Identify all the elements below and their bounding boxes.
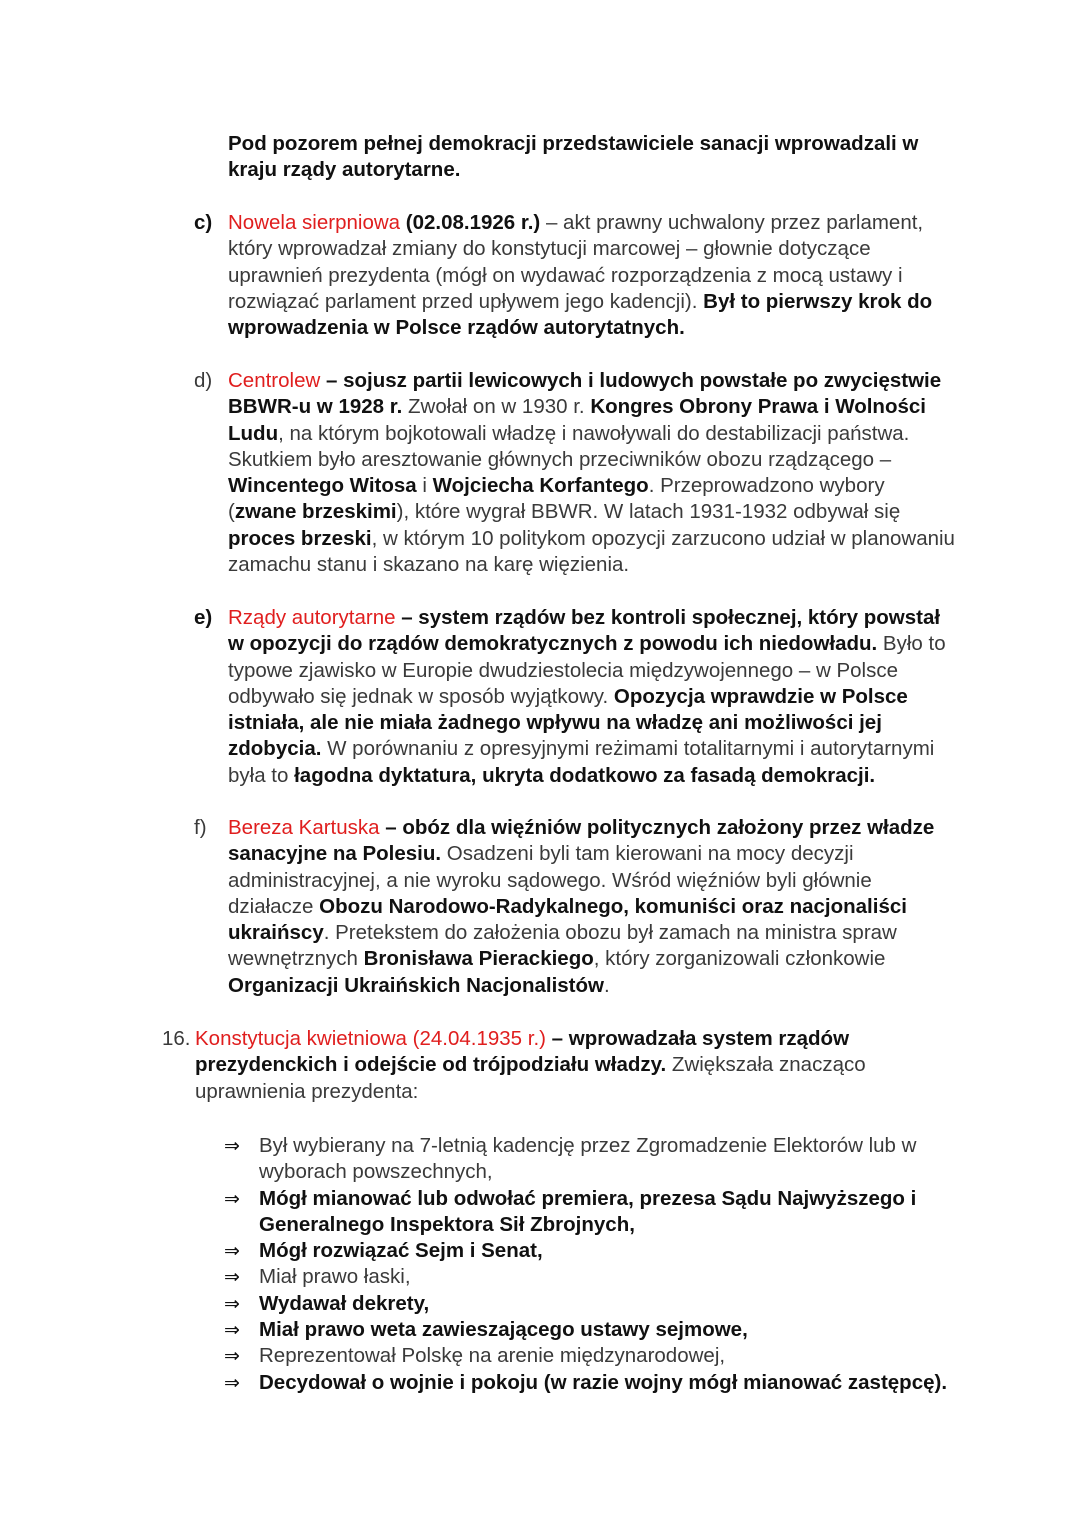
list-item-text: Mógł mianować lub odwołać premiera, prezesa Sądu Najwyższego i Generalnego Inspektora Sił Zbrojnych,	[259, 1186, 917, 1236]
list-item	[224, 1370, 984, 1396]
list-item-text: Mógł rozwiązać Sejm i Senat,	[259, 1239, 543, 1263]
arrow-icon: ⇒	[224, 1266, 240, 1289]
item-f-label: f)	[194, 816, 207, 839]
arrow-icon: ⇒	[224, 1319, 240, 1342]
arrow-icon: ⇒	[224, 1240, 240, 1263]
arrow-icon: ⇒	[224, 1187, 240, 1210]
list-item-text: Miał prawo łaski,	[259, 1265, 411, 1289]
arrow-icon: ⇒	[224, 1292, 240, 1315]
section-16-term: Konstytucja kwietniowa (24.04.1935 r.)	[195, 1027, 546, 1050]
list-item-text: Miał prawo weta zawieszającego ustawy sejmowe,	[259, 1318, 748, 1342]
item-f-term: Bereza Kartuska	[228, 816, 380, 839]
section-16-paragraph: Konstytucja kwietniowa (24.04.1935 r.) – wprowadzała system rządów prezydenckich i odejście od trójpodziału władzy. Zwiększała znacząco uprawnienia prezydenta:	[195, 1027, 866, 1103]
item-d-term: Centrolew	[228, 369, 321, 392]
item-c-label: c)	[194, 211, 213, 234]
list-item	[224, 1133, 984, 1186]
list-item	[224, 1343, 984, 1369]
president-powers-list	[224, 1133, 984, 1396]
item-c-date: (02.08.1926 r.)	[405, 211, 541, 234]
item-f-paragraph: Bereza Kartuska – obóz dla więźniów politycznych założony przez władze sanacyjne na Polesiu. Osadzeni byli tam kierowani na mocy decyzji administracyjnej, a nie wyroku sądowego. Wśród więźniów byli głównie działacze Obozu Narodowo-Radykalnego, komuniści oraz nacjonaliści ukraińscy. Pretekstem do założenia obozu był zamach na ministra spraw wewnętrznych Bronisława Pierackiego, który zorganizowali członkowie Organizacji Ukraińskich Nacjonalistów.	[228, 816, 935, 997]
intro-paragraph: Pod pozorem pełnej demokracji przedstawiciele sanacji wprowadzali w kraju rządy autorytarne.	[228, 132, 919, 182]
item-e-label: e)	[194, 606, 213, 629]
item-c-paragraph: Nowela sierpniowa (02.08.1926 r.) – akt prawny uchwalony przez parlament, który wprowadzał zmiany do konstytucji marcowej – głownie dotyczące uprawnień prezydenta (mógł on wydawać rozporządzenia z mocą ustawy i rozwiązać parlament przed upływem jego kadencji). Był to pierwszy krok do wprowadzenia w Polsce rządów autorytatnych.	[228, 211, 933, 340]
list-item	[224, 1317, 984, 1343]
item-e-paragraph: Rządy autorytarne – system rządów bez kontroli społecznej, który powstał w opozycji do rządów demokratycznych z powodu ich niedowładu. Było to typowe zjawisko w Europie dwudziestolecia międzywojennego – w Polsce odbywało się jednak w sposób wyjątkowy. Opozycja wprawdzie w Polsce istniała, ale nie miała żadnego wpływu na władzę ani możliwości jej zdobycia. W porównaniu z opresyjnymi reżimami totalitarnymi i autorytarnymi była to łagodna dyktatura, ukryta dodatkowo za fasadą demokracji.	[228, 606, 946, 787]
list-item-text: Wydawał dekrety,	[259, 1291, 430, 1315]
arrow-icon: ⇒	[224, 1135, 240, 1157]
list-item-text: Reprezentował Polskę na arenie międzynarodowej,	[259, 1344, 726, 1368]
item-e-term: Rządy autorytarne	[228, 606, 396, 629]
arrow-icon: ⇒	[224, 1345, 240, 1368]
list-item-text: Decydował o wojnie i pokoju (w razie wojny mógł mianować zastępcę).	[259, 1370, 948, 1394]
list-item-text: Był wybierany na 7-letnią kadencję przez Zgromadzenie Elektorów lub w wyborach powszechnych,	[259, 1134, 917, 1184]
list-item	[224, 1264, 984, 1290]
item-c-term: Nowela sierpniowa	[228, 211, 401, 234]
list-item	[224, 1186, 984, 1239]
section-16-number: 16.	[162, 1027, 191, 1050]
list-item	[224, 1291, 984, 1317]
arrow-icon: ⇒	[224, 1371, 240, 1394]
list-item	[224, 1238, 984, 1264]
item-d-paragraph: Centrolew – sojusz partii lewicowych i ludowych powstałe po zwycięstwie BBWR-u w 1928 r. Zwołał on w 1930 r. Kongres Obrony Prawa i Wolności Ludu, na którym bojkotowali władzę i nawoływali do destabilizacji państwa. Skutkiem było aresztowanie głównych przeciwników obozu rządzącego – Wincentego Witosa i Wojciecha Korfantego. Przeprowadzono wybory (zwane brzeskimi), które wygrał BBWR. W latach 1931-1932 odbywał się proces brzeski, w którym 10 politykom opozycji zarzucono udział w planowaniu zamachu stanu i skazano na karę więzienia.	[228, 369, 955, 577]
item-d-label: d)	[194, 369, 213, 392]
